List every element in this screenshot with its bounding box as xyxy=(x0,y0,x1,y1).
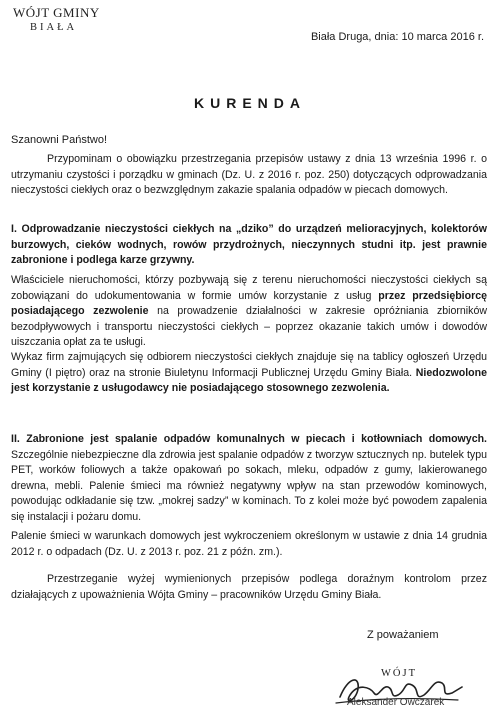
section-2-heading: II. Zabronione jest spalanie odpadów komunalnych w piecach i kotłowniach domowych. xyxy=(11,433,487,445)
closing-paragraph: Przestrzeganie wyżej wymienionych przepisów podlega doraźnym kontrolom przez działających z upoważnienia Wójta Gminy – pracowników Urzędu Gminy Biała. xyxy=(11,573,487,601)
section-2-body: Szczególnie niebezpieczne dla zdrowia jest spalanie odpadów z tworzyw sztucznych np. butelek typu PET, worków foliowych a także opakowań po sokach, mleku, odpadów z gumy, lakierowanego drewna, mebli. Palenie śmieci ma również negatywny wpływ na stan przewodów kominowych, powodując odkładanie się tzw. „mokrej sadzy” w kominach. To z kolei może być powodem zapalenia się instalacji i pożaru domu. xyxy=(11,448,487,523)
intro-paragraph: Przypominam o obowiązku przestrzegania przepisów ustawy z dnia 13 września 1996 r. o utrzymaniu czystości i porządku w gminach (Dz. U. z 2016 r. poz. 250) dotyczących odprowadzania nieczystości ciekłych oraz o bezwzględnym zakazie spalania odpadów w piecach domowych. xyxy=(11,153,487,196)
section-1-paragraph-3 xyxy=(11,350,487,397)
signatory-name: Aleksander Owczarek xyxy=(347,697,445,708)
section-1-p2-bold: przez przedsiębiorcę posiadającego zezwolenie xyxy=(11,289,488,317)
document-heading: KURENDA xyxy=(194,95,306,111)
salutation: Szanowni Państwo! xyxy=(11,134,107,146)
section-2-paragraph xyxy=(11,432,487,525)
signature-title: WÓJT xyxy=(381,668,417,679)
section-1-p3-start: Wykaz firm zajmujących się odbiorem nieczystości ciekłych znajduje się na tablicy ogłoszeń Urzędu Gminy (I piętro) oraz na stronie Biuletynu Informacji Publicznej Urzędu Gminy Biała. xyxy=(11,351,487,379)
office-stamp-name: BIAŁA xyxy=(30,22,78,33)
office-stamp-title: WÓJT GMINY xyxy=(13,5,100,20)
section-1-p2-end: na prowadzenie działalności w zakresie opróżniania zbiorników bezodpływowych i transportu nieczystości ciekłych – poprzez okazanie takich umów i dowodów uiszczania opłat za te usługi. xyxy=(11,305,488,348)
section-2-paragraph-2: Palenie śmieci w warunkach domowych jest wykroczeniem określonym w ustawie z dnia 14 grudnia 2012 r. o odpadach (Dz. U. z 2013 r. poz. 21 z późn. zm.). xyxy=(11,530,487,558)
section-1-p3-bold: Niedozwolone jest korzystanie z usługodawcy nie posiadającego stosownego zezwolenia. xyxy=(11,366,487,394)
place-and-date: Biała Druga, dnia: 10 marca 2016 r. xyxy=(310,31,484,43)
closing-phrase: Z poważaniem xyxy=(367,629,439,641)
section-1-paragraph-2 xyxy=(11,273,487,351)
section-1-heading: I. Odprowadzanie nieczystości ciekłych na „dziko” do urządzeń melioracyjnych, kolektorów burzowych, cieków wodnych, rowów przydrożnych, nieczynnych studni itp. jest prawnie zabronione i podlega karze grzywny. xyxy=(11,223,487,266)
section-1-p2-start: Właściciele nieruchomości, którzy pozbywają się z terenu nieruchomości nieczystości ciekłych są zobowiązani do udokumentowania w formie umów korzystanie z usług xyxy=(11,274,487,302)
